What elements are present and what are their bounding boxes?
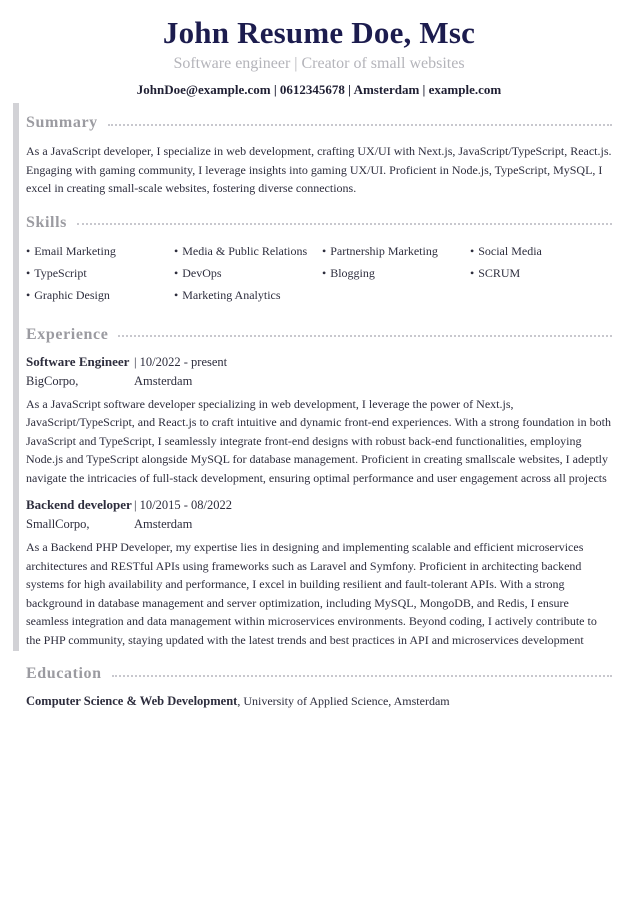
job-location: Amsterdam [134,517,193,531]
skill-label: Graphic Design [34,287,110,302]
contact-line: JohnDoe@example.com | 0612345678 | Amsterdam | example.com [136,82,502,97]
summary-dotted-divider [108,124,612,126]
education-entry [26,693,612,710]
skills-dotted-divider [77,223,612,225]
job-title: Software Engineer [26,353,130,369]
job-dates [134,354,612,370]
skill-label: Media & Public Relations [182,243,308,258]
skill-item [174,244,322,266]
job-company: BigCorpo, [26,373,79,388]
skill-item [322,266,470,288]
skill-item [322,244,470,266]
bullet-icon: • [470,265,475,280]
bullet-icon: • [174,287,179,302]
education-heading: Education [26,665,102,682]
education-section-header [26,665,612,683]
job-description: As a Backend PHP Developer, my expertise lies in designing and implementing scalable and efficient microservices architectures and RESTful APIs using frameworks such as Laravel and Symfony. Proficient in architecting backend systems for high availability and performance, I excel in building resilient and fault-tolerant APIs. With a strong background in database management and server optimization, including MySQL, MongoDB, and Redis, I ensure seamless integration and data management within microservices environments. Beyond coding, I actively contribute to the PHP community, staying updated with the latest trends and best practices in API and microservices development [26,540,597,647]
job-description: As a JavaScript software developer specializing in web development, I leverage the power of Next.js, JavaScript/TypeScript, and React.js to craft intuitive and dynamic front-end experiences. With a strong foundation in both JavaScript and TypeScript, I seamlessly integrate front-end designs with robust back-end functionalities, employing Node.js and TypeScript alongside MySQL for database management. Proficient in creating smallscale websites, I adeptly navigate the intricacies of full-stack development, ensuring optimal performance and user engagement across all projects [26,396,611,485]
experience-section [26,326,612,650]
experience-heading: Experience [26,325,109,343]
skill-item [26,288,174,310]
bullet-icon: • [26,287,31,302]
skills-section [26,214,612,310]
job-entry-software-engineer [26,354,612,488]
experience-section-header [26,326,612,344]
skill-item [174,288,322,310]
summary-section-header [26,114,612,132]
bullet-icon: • [470,243,475,258]
candidate-name: John Resume Doe, Msc [162,15,476,50]
education-section [26,665,612,710]
skills-column-3 [322,244,470,310]
job-entry-backend-developer [26,497,612,649]
pipe-separator: | [134,354,137,369]
pipe-separator: | [134,498,137,512]
summary-heading: Summary [26,114,98,131]
skill-item [470,244,612,266]
job-header [26,497,612,532]
bullet-icon: • [26,265,31,280]
bullet-icon: • [174,265,179,280]
skills-grid [26,244,612,310]
skill-label: DevOps [182,265,222,280]
job-header [26,354,612,389]
skill-item [26,244,174,266]
experience-dotted-divider [118,335,612,337]
job-dates [134,497,612,513]
candidate-tagline: Software engineer | Creator of small websites [173,55,465,72]
skills-heading: Skills [26,213,67,231]
skills-column-1 [26,244,174,310]
job-location: Amsterdam [134,373,193,388]
skills-column-4 [470,244,612,310]
skill-label: Partnership Marketing [330,243,438,258]
summary-section [26,114,612,198]
bullet-icon: • [322,243,327,258]
education-dotted-divider [112,675,612,677]
skill-item [26,266,174,288]
job-company: SmallCorpo, [26,517,90,531]
skill-label: Social Media [478,243,542,258]
education-school: , University of Applied Science, Amsterdam [237,694,450,708]
resume-header [26,0,612,98]
bullet-icon: • [322,265,327,280]
skill-label: Marketing Analytics [182,287,281,302]
skill-label: TypeScript [34,265,87,280]
job-title: Backend developer [26,497,132,512]
job-date-range: 10/2015 - 08/2022 [139,498,232,512]
bullet-icon: • [26,243,31,258]
summary-text: As a JavaScript developer, I specialize in web development, crafting UX/UI with Next.js, JavaScript/TypeScript, React.js. Engaging with gaming community, I leverage insights into gaming UX/UI. Proficient in Node.js, TypeScript, MySQL, I excel in creating small-scale websites, fostering diverse connections. [26,144,612,195]
education-degree: Computer Science & Web Development [26,694,238,708]
skill-label: Email Marketing [34,243,116,258]
bullet-icon: • [174,243,179,258]
job-date-range: 10/2022 - present [139,354,228,369]
skills-column-2 [174,244,322,310]
skill-item [174,266,322,288]
skill-label: Blogging [330,265,375,280]
skill-item [470,266,612,288]
skills-section-header [26,214,612,232]
skill-label: SCRUM [478,265,521,280]
